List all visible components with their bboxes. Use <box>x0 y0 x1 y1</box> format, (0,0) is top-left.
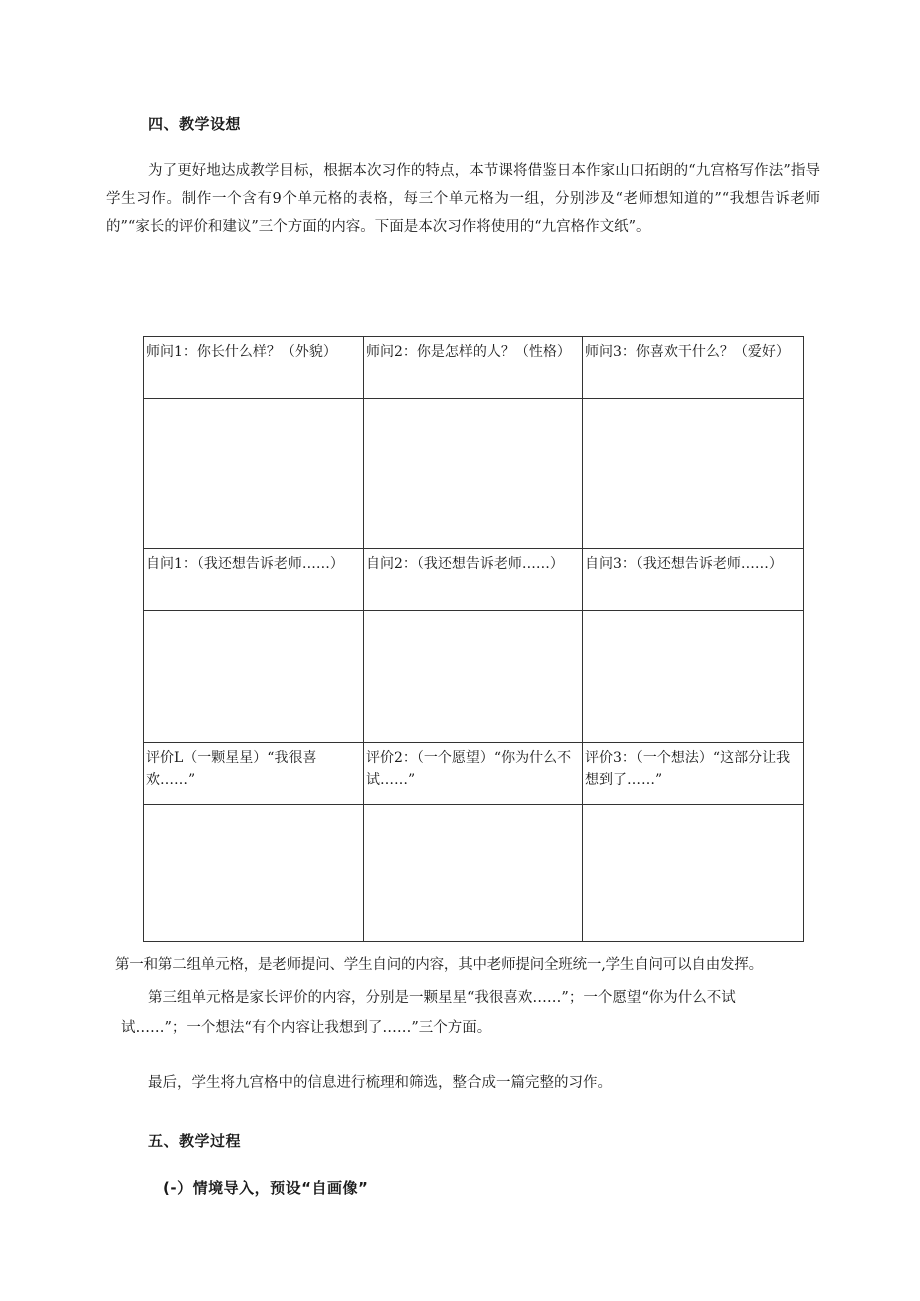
grid-writing-cell[interactable] <box>144 611 364 743</box>
grid-writing-cell[interactable] <box>583 611 804 743</box>
grid-writing-cell[interactable] <box>144 805 364 942</box>
grid-row-blank-1 <box>144 399 804 549</box>
grid-cell-teacher-q1: 师问1：你长什么样？（外貌） <box>144 337 364 399</box>
grid-writing-cell[interactable] <box>583 805 804 942</box>
grid-row-blank-2 <box>144 611 804 743</box>
grid-cell-eval-3: 评价3：（一个想法）“这部分让我想到了……” <box>583 743 804 805</box>
grid-cell-self-q2: 自问2：（我还想告诉老师……） <box>364 549 583 611</box>
nine-grid-table <box>143 336 804 942</box>
grid-cell-self-q3: 自问3：（我还想告诉老师……） <box>583 549 804 611</box>
explanation-paragraph-3: 最后，学生将九宫格中的信息进行梳理和筛选，整合成一篇完整的习作。 <box>148 1075 612 1091</box>
subsection-1-heading: (-）情境导入，预设“自画像” <box>163 1179 369 1197</box>
explanation-paragraph-2-continued: 试……”；一个想法“有个内容让我想到了……”三个方面。 <box>121 1020 492 1036</box>
grid-cell-eval-2: 评价2：（一个愿望）“你为什么不试……” <box>364 743 583 805</box>
grid-cell-self-q1: 自问1：（我还想告诉老师……） <box>144 549 364 611</box>
explanation-paragraph-1: 第一和第二组单元格，是老师提问、学生自问的内容，其中老师提问全班统一,学生自问可以自由发挥。 <box>115 957 763 973</box>
grid-cell-teacher-q3: 师问3：你喜欢干什么？（爱好） <box>583 337 804 399</box>
grid-row-blank-3 <box>144 805 804 942</box>
grid-writing-cell[interactable] <box>364 611 583 743</box>
grid-writing-cell[interactable] <box>364 399 583 549</box>
grid-row-parent-evaluation <box>144 743 804 805</box>
explanation-paragraph-2: 第三组单元格是家长评价的内容，分别是一颗星星“我很喜欢……”；一个愿望“你为什么不试 <box>148 990 736 1006</box>
grid-writing-cell[interactable] <box>144 399 364 549</box>
section-5-heading: 五、教学过程 <box>148 1132 242 1150</box>
grid-writing-cell[interactable] <box>583 399 804 549</box>
section-4-paragraph: 为了更好地达成教学目标，根据本次习作的特点，本节课将借鉴日本作家山口拓朗的“九宫格写作法”指导学生习作。制作一个含有9个单元格的表格，每三个单元格为一组，分别涉及“老师想知道的”“我想告诉老师的”“家长的评价和建议”三个方面的内容。下面是本次习作将使用的“九宫格作文纸”。 <box>106 163 820 235</box>
grid-cell-eval-1: 评价L（一颗星星）“我很喜欢……” <box>144 743 364 805</box>
grid-row-self-questions <box>144 549 804 611</box>
grid-writing-cell[interactable] <box>364 805 583 942</box>
grid-row-teacher-questions <box>144 337 804 399</box>
grid-cell-teacher-q2: 师问2：你是怎样的人？（性格） <box>364 337 583 399</box>
section-4-heading: 四、教学设想 <box>148 115 242 133</box>
